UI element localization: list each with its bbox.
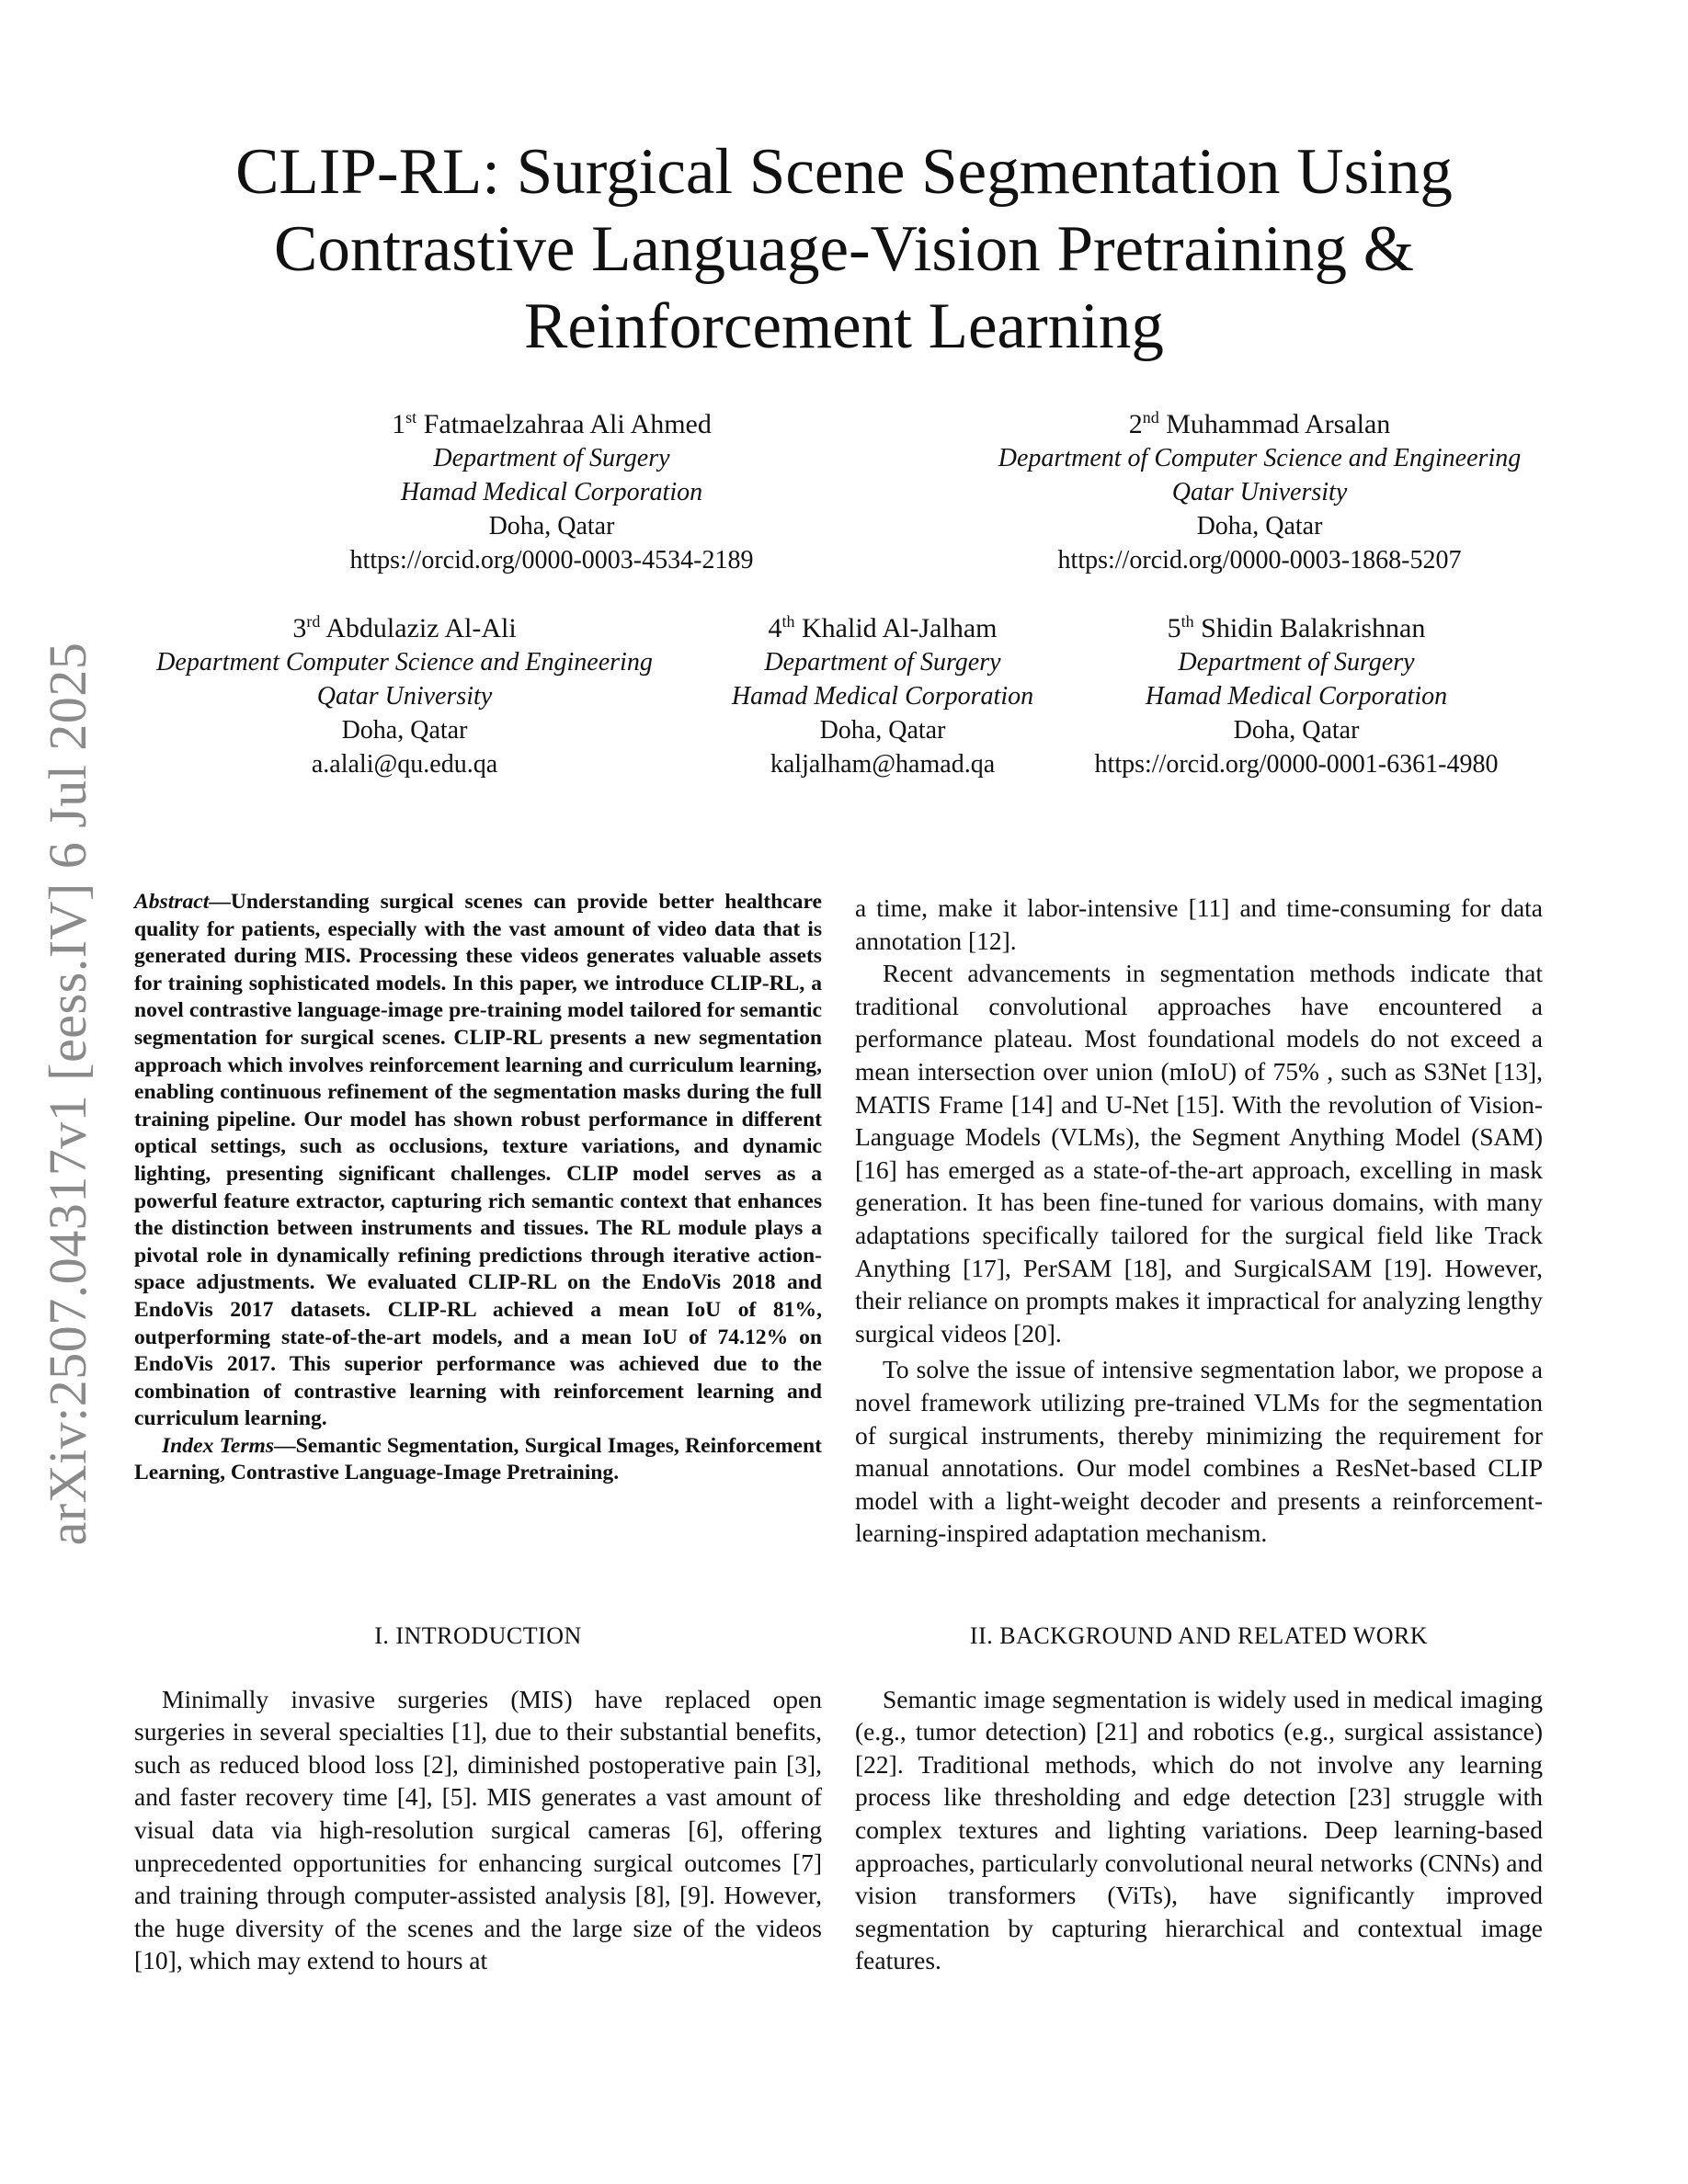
author-department: Department Computer Science and Engineering (156, 648, 653, 677)
author-name-line (322, 401, 781, 441)
author-name: Fatmaelzahraa Ali Ahmed (423, 409, 712, 439)
author-block-4 (708, 605, 1057, 781)
author-organization: Hamad Medical Corporation (1145, 682, 1448, 711)
author-block-5 (1057, 605, 1535, 781)
author-name: Abdulaziz Al-Ali (325, 613, 517, 643)
index-terms-text: —Semantic Segmentation, Surgical Images, Reinforcement Learning, Contrastive Language-Image Pretraining. (134, 1433, 822, 1485)
author-block-3 (120, 605, 690, 781)
author-ordinal: 1st (392, 408, 417, 439)
author-name-line (120, 605, 690, 645)
section-heading-background: II. BACKGROUND AND RELATED WORK (969, 1622, 1429, 1649)
author-contact[interactable]: kaljalham@hamad.qa (770, 750, 996, 779)
author-ordinal: 4th (768, 612, 795, 643)
author-block-1 (322, 401, 781, 577)
author-ordinal: 3rd (292, 612, 321, 643)
author-name: Khalid Al-Jalham (802, 613, 998, 643)
author-name-line (938, 401, 1581, 441)
section-heading-introduction: I. INTRODUCTION (374, 1622, 582, 1649)
right-column-background (855, 1620, 1543, 1977)
intro-paragraph-1-continued: a time, make it labor-intensive [11] and time-consuming for data annotation [12]. (855, 893, 1543, 955)
author-contact[interactable]: https://orcid.org/0000-0001-6361-4980 (1094, 750, 1499, 779)
author-department: Department of Computer Science and Engineering (998, 444, 1522, 472)
author-location: Doha, Qatar (341, 716, 468, 745)
author-name: Muhammad Arsalan (1166, 409, 1391, 439)
author-contact[interactable]: a.alali@qu.edu.qa (311, 750, 498, 779)
author-contact[interactable]: https://orcid.org/0000-0003-4534-2189 (349, 546, 754, 574)
author-organization: Hamad Medical Corporation (400, 478, 703, 506)
abstract (134, 889, 822, 1433)
author-location: Doha, Qatar (1196, 512, 1323, 540)
index-terms-label: Index Terms (162, 1433, 275, 1458)
left-column-intro (134, 1620, 822, 1977)
intro-paragraph-3: To solve the issue of intensive segmentation labor, we propose a novel framework utilizing pre-trained VLMs for the segmentation of surgical instruments, thereby minimizing the requirement for manual annotations. Our model combines a ResNet-based CLIP model with a light-weight decoder and presents a reinforcement-learning-inspired adaptation mechanism. (855, 1355, 1543, 1548)
arxiv-identifier-stamp: arXiv:2507.04317v1 [eess.IV] 6 Jul 2025 (38, 642, 97, 1546)
abstract-label: Abstract (134, 890, 210, 914)
author-department: Department of Surgery (433, 444, 670, 472)
author-ordinal: 2nd (1128, 408, 1159, 439)
author-name: Shidin Balakrishnan (1201, 613, 1426, 643)
author-location: Doha, Qatar (488, 512, 615, 540)
index-terms (134, 1433, 822, 1487)
abstract-text: —Understanding surgical scenes can provide better healthcare quality for patients, especially with the vast amount of video data that is generated during MIS. Processing these videos generates valuable assets for training sophisticated models. In this paper, we introduce CLIP-RL, a novel contrastive language-image pre-training model tailored for semantic segmentation for surgical scenes. CLIP-RL presents a new segmentation approach which involves reinforcement learning and curriculum learning, enabling continuous refinement of the segmentation masks during the full training pipeline. Our model has shown robust performance in different optical settings, such as occlusions, texture variations, and dynamic lighting, presenting significant challenges. CLIP model serves as a powerful feature extractor, capturing rich semantic context that enhances the distinction between instruments and tissues. The RL module plays a pivotal role in dynamically refining predictions through iterative action-space adjustments. We evaluated CLIP-RL on the EndoVis 2018 and EndoVis 2017 datasets. CLIP-RL achieved a mean IoU of 81%, outperforming state-of-the-art models, and a mean IoU of 74.12% on EndoVis 2017. This superior performance was achieved due to the combination of contrastive learning with reinforcement learning and curriculum learning. (134, 890, 822, 1431)
author-department: Department of Surgery (1178, 648, 1415, 677)
paper-title: CLIP-RL: Surgical Scene Segmentation Using Contrastive Language-Vision Pretraining & Reinforcement Learning (235, 136, 1453, 362)
left-column (134, 889, 822, 1487)
right-column (855, 892, 1543, 1550)
background-paragraph-1: Semantic image segmentation is widely used in medical imaging (e.g., tumor detection) [21] and robotics (e.g., surgical assistance) [22]. Traditional methods, which do not involve any learning process like thresholding and edge detection [23] struggle with complex textures and lighting variations. Deep learning-based approaches, particularly convolutional neural networks (CNNs) and vision transformers (ViTs), have significantly improved segmentation by capturing hierarchical and contextual image features. (855, 1684, 1543, 1975)
author-organization: Qatar University (316, 682, 493, 711)
author-name-line (708, 605, 1057, 645)
author-block-2 (938, 401, 1581, 577)
intro-paragraph-2: Recent advancements in segmentation methods indicate that traditional convolutional approaches have encountered a performance plateau. Most foundational models do not exceed a mean intersection over union (mIoU) of 75% , such as S3Net [13], MATIS Frame [14] and U-Net [15]. With the revolution of Vision-Language Models (VLMs), the Segment Anything Model (SAM) [16] has emerged as a state-of-the-art approach, excelling in mask generation. It has been fine-tuned for various domains, with many adaptations specifically tailored for the surgical field like Track Anything [17], PerSAM [18], and SurgicalSAM [19]. However, their reliance on prompts makes it impractical for analyzing lengthy surgical videos [20]. (855, 959, 1543, 1348)
author-ordinal: 5th (1167, 612, 1194, 643)
author-name-line (1057, 605, 1535, 645)
author-location: Doha, Qatar (1233, 716, 1360, 745)
author-department: Department of Surgery (764, 648, 1001, 677)
author-location: Doha, Qatar (819, 716, 946, 745)
author-organization: Hamad Medical Corporation (731, 682, 1034, 711)
author-organization: Qatar University (1171, 478, 1348, 506)
intro-paragraph-1: Minimally invasive surgeries (MIS) have replaced open surgeries in several specialties [1], due to their substantial benefits, such as reduced blood loss [2], diminished postoperative pain [3], and faster recovery time [4], [5]. MIS generates a vast amount of visual data via high-resolution surgical cameras [6], offering unprecedented opportunities for enhancing surgical outcomes [7] and training through computer-assisted analysis [8], [9]. However, the huge diversity of the scenes and the large size of the videos [10], which may extend to hours at (134, 1684, 822, 1975)
author-contact[interactable]: https://orcid.org/0000-0003-1868-5207 (1057, 546, 1462, 574)
